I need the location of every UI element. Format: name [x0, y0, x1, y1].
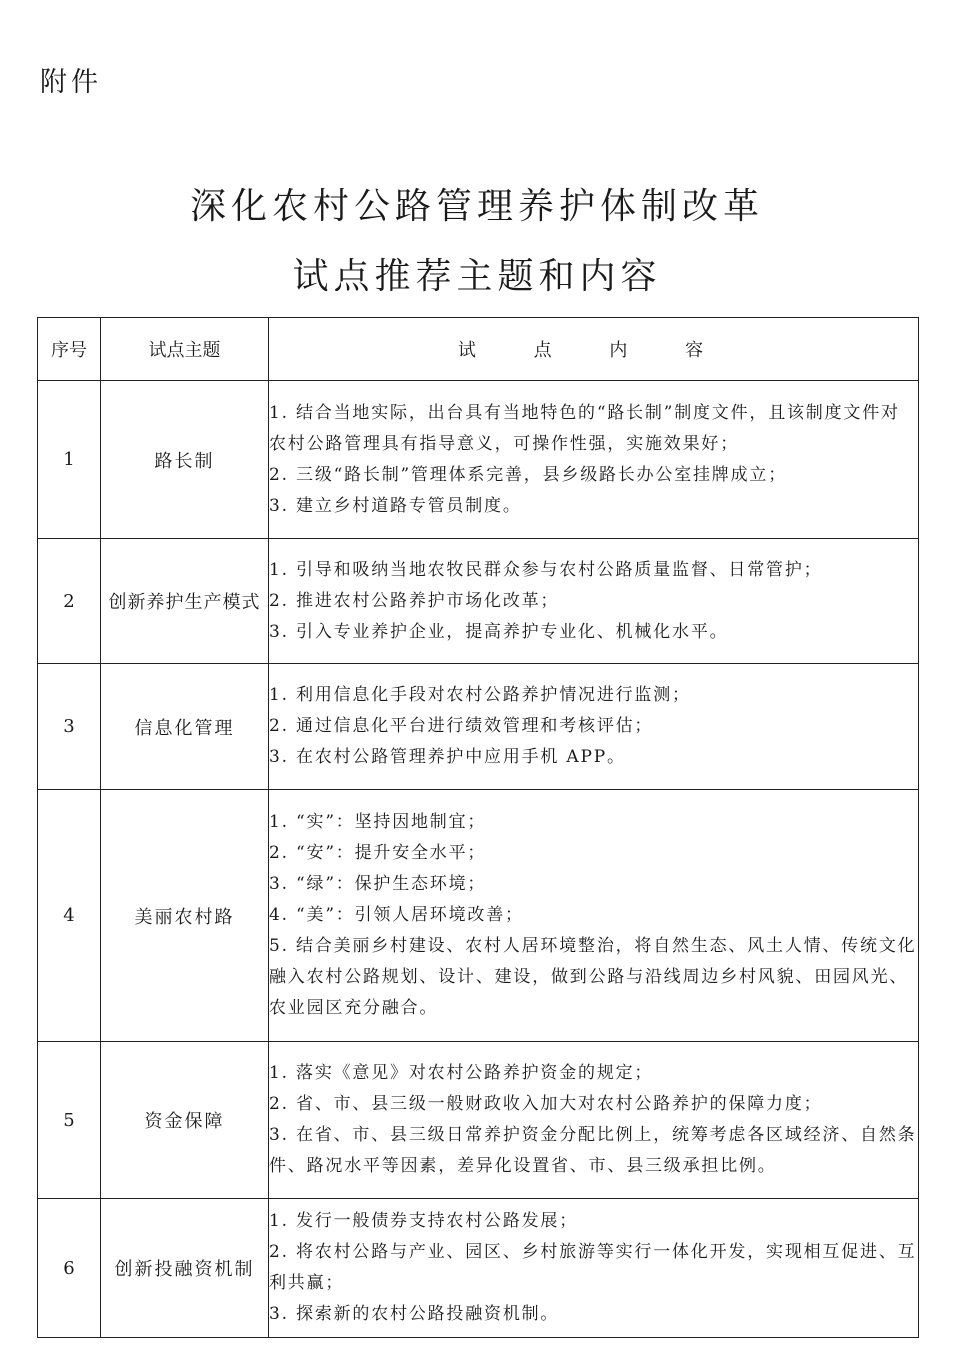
row-topic: 路长制 [101, 381, 269, 539]
content-item: 1. 引导和吸纳当地农牧民群众参与农村公路质量监督、日常管护； [269, 559, 823, 580]
row-number: 3 [38, 664, 101, 790]
row-topic: 资金保障 [101, 1042, 269, 1199]
content-item: 1. “实”：坚持因地制宜； [269, 812, 487, 832]
row-content [269, 664, 919, 790]
header-topic: 试点主题 [101, 318, 269, 381]
attachment-label: 附件 [40, 67, 102, 98]
table-header-row [38, 318, 919, 381]
row-topic: 创新养护生产模式 [101, 539, 269, 664]
row-number: 5 [38, 1042, 101, 1199]
content-item: 3. 在省、市、县三级日常养护资金分配比例上，统筹考虑各区域经济、自然条件、路况水平等因素，差异化设置省、市、县三级承担比例。 [269, 1125, 917, 1176]
document-title-line2: 试点推荐主题和内容 [292, 256, 662, 297]
table-row [38, 1199, 919, 1338]
row-number: 6 [38, 1199, 101, 1338]
content-item: 3. 在农村公路管理养护中应用手机 APP。 [269, 747, 626, 767]
content-item: 1. 利用信息化手段对农村公路养护情况进行监测； [269, 685, 691, 705]
row-number: 4 [38, 790, 101, 1042]
header-number: 序号 [38, 318, 101, 381]
pilot-topics-table [37, 317, 919, 1338]
table-row [38, 1042, 919, 1199]
content-item: 2. 省、市、县三级一般财政收入加大对农村公路养护的保障力度； [269, 1094, 823, 1114]
table-row [38, 539, 919, 664]
document-title-line1: 深化农村公路管理养护体制改革 [189, 186, 764, 227]
content-item: 3. “绿”：保护生态环境； [269, 874, 487, 894]
content-item: 2. 将农村公路与产业、园区、乡村旅游等实行一体化开发，实现相互促进、互利共赢； [269, 1242, 917, 1293]
content-item: 3. 探索新的农村公路投融资机制。 [269, 1304, 560, 1324]
content-item: 1. 落实《意见》对农村公路养护资金的规定； [269, 1063, 654, 1083]
content-item: 2. 通过信息化平台进行绩效管理和考核评估； [269, 716, 654, 736]
content-item: 3. 引入专业养护企业，提高养护专业化、机械化水平。 [269, 621, 729, 642]
content-item: 5. 结合美丽乡村建设、农村人居环境整治，将自然生态、风土人情、传统文化融入农村公路规划、设计、建设，做到公路与沿线周边乡村风貌、田园风光、农业园区充分融合。 [269, 936, 917, 1018]
table-row [38, 790, 919, 1042]
content-item: 1. 发行一般债券支持农村公路发展； [269, 1211, 579, 1231]
row-topic: 信息化管理 [101, 664, 269, 790]
row-content [269, 790, 919, 1042]
row-number: 2 [38, 539, 101, 664]
row-content [269, 381, 919, 539]
table-row [38, 381, 919, 539]
header-content: 试 点 内 容 [269, 318, 919, 381]
row-topic: 美丽农村路 [101, 790, 269, 1042]
table-row [38, 664, 919, 790]
content-item: 4. “美”：引领人居环境改善； [269, 905, 524, 925]
content-item: 2. 三级“路长制”管理体系完善，县乡级路长办公室挂牌成立； [269, 464, 788, 485]
content-item: 3. 建立乡村道路专管员制度。 [269, 495, 522, 516]
row-number: 1 [38, 381, 101, 539]
row-topic: 创新投融资机制 [101, 1199, 269, 1338]
row-content [269, 1199, 919, 1338]
row-content [269, 539, 919, 664]
content-item: 2. “安”：提升安全水平； [269, 843, 487, 863]
row-content [269, 1042, 919, 1199]
content-item: 1. 结合当地实际，出台具有当地特色的“路长制”制度文件，且该制度文件对农村公路管理具有指导意义，可操作性强，实施效果好； [269, 402, 900, 454]
content-item: 2. 推进农村公路养护市场化改革； [269, 590, 560, 611]
